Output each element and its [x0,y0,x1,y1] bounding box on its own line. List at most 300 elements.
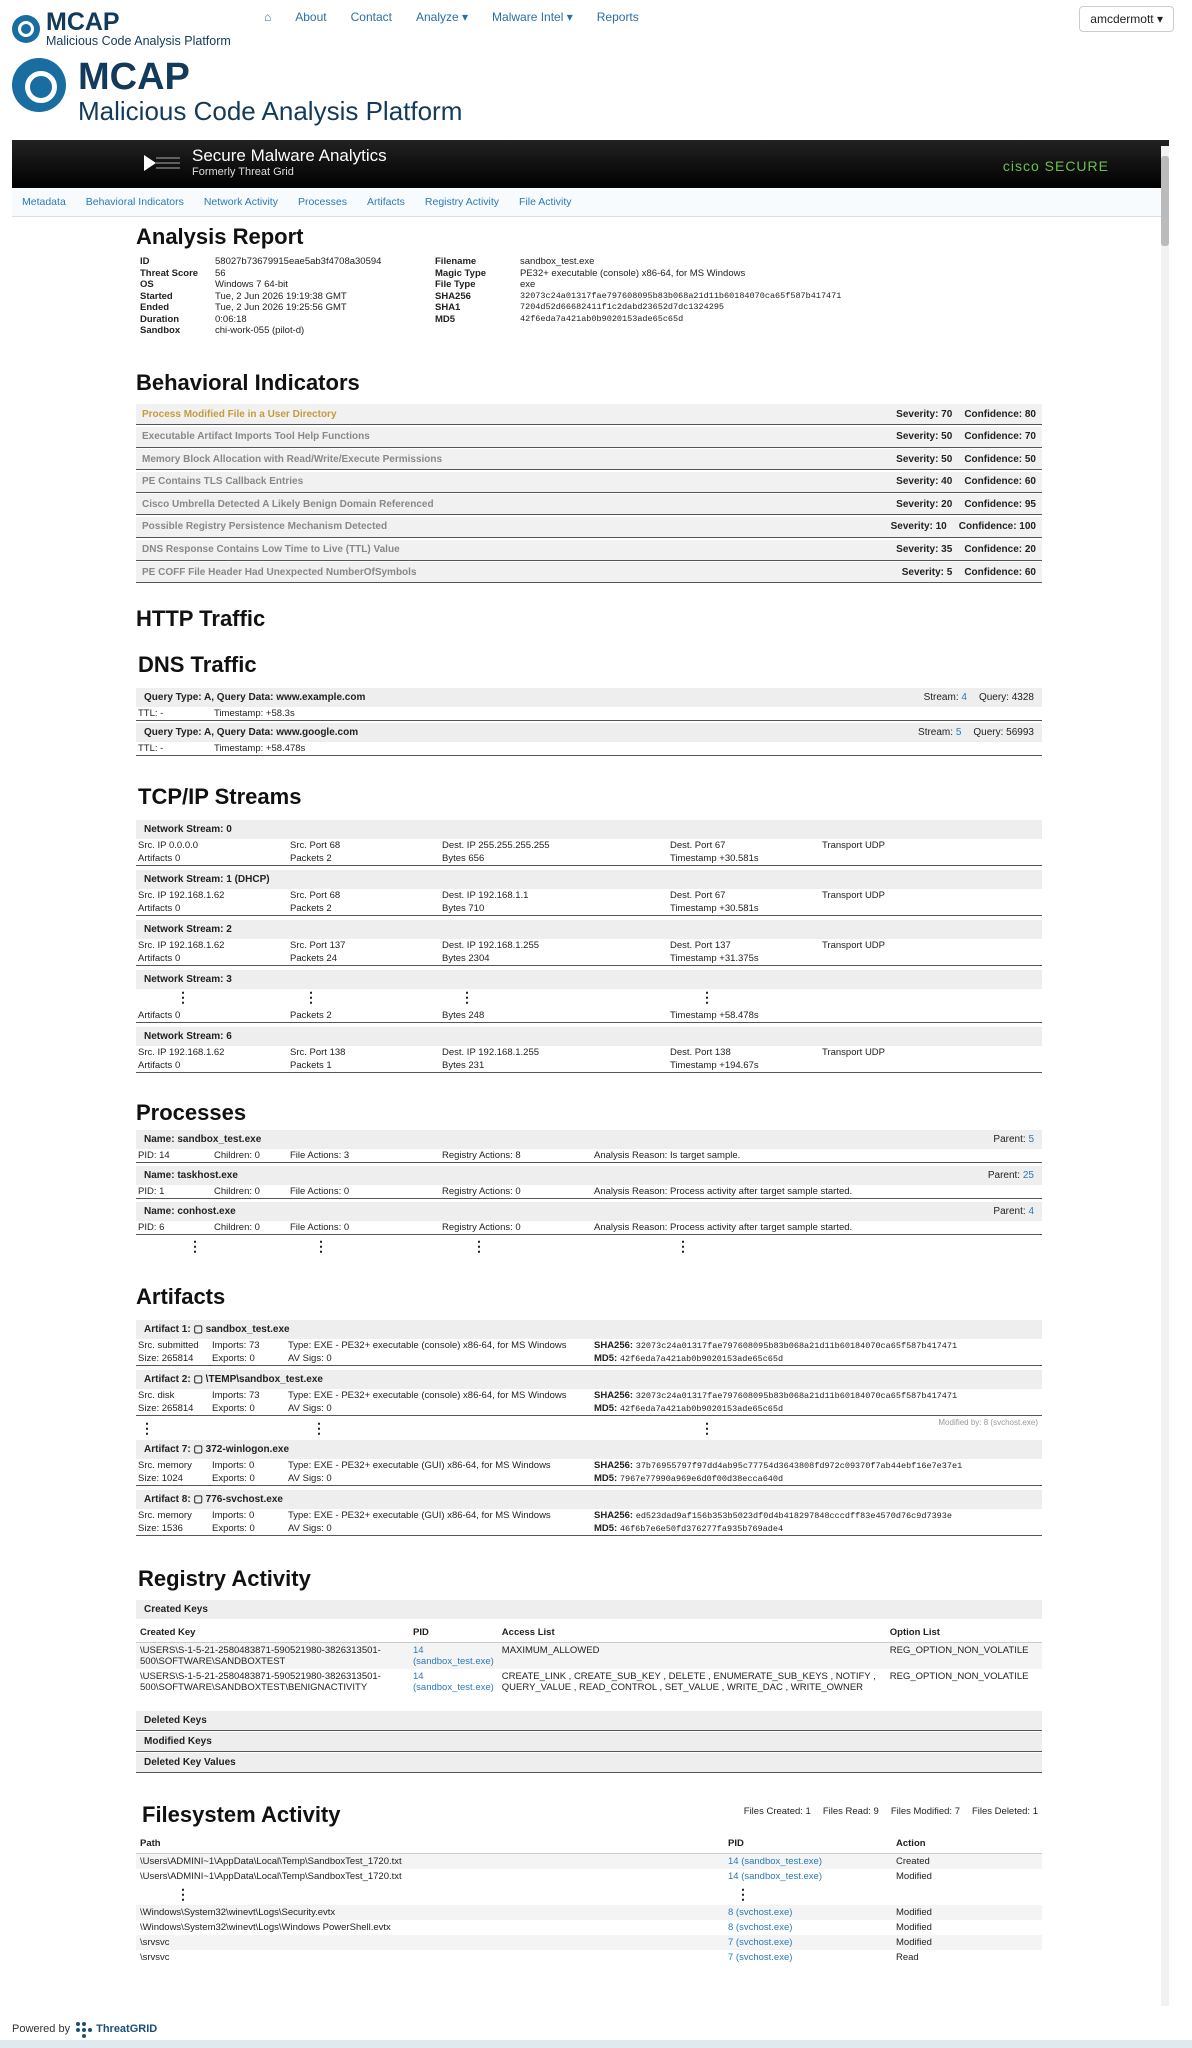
home-icon[interactable]: ⌂ [264,10,272,24]
stream-field: Dest. IP 192.168.1.255 [442,940,540,951]
artifact-list [136,1320,1042,1536]
deleted-values-header[interactable]: Deleted Key Values [136,1753,1042,1773]
http-title: HTTP Traffic [136,606,266,631]
artifact-header: Artifact 7: ▢ 372-winlogon.exe [136,1440,1042,1459]
meta-value: Tue, 2 Jun 2026 19:25:56 GMT [215,302,347,313]
tcp-title: TCP/IP Streams [138,784,302,809]
fs-pid[interactable]: 14 (sandbox_test.exe) [728,1871,823,1882]
modified-keys-header[interactable]: Modified Keys [136,1732,1042,1752]
stream-field: Artifacts 0 [138,1010,181,1021]
stream-field: Src. Port 138 [290,1047,346,1058]
artifacts-title: Artifacts [136,1284,226,1309]
artifact-row [136,1389,1042,1402]
artifact-hash: MD5: 42f6eda7a421ab0b9020153ade65c65d [594,1353,784,1364]
tcp-section [136,784,1042,1077]
stream-field: Src. Port 68 [290,890,341,901]
artifact-item[interactable] [136,1320,1042,1366]
artifact-hash: SHA256: 37b76955797f97dd4ab95c77754d3643808fd972c09370f7ab44ebf16e7e37e1 [594,1460,963,1471]
stream-row [136,852,1042,865]
meta-value: chi-work-055 (pilot-d) [215,325,305,336]
network-stream[interactable] [136,820,1042,866]
process-field: Analysis Reason: Process activity after target sample started. [594,1186,853,1197]
artifact-field: AV Sigs: 0 [288,1353,332,1364]
indicator-scores [884,454,1036,465]
fs-row[interactable] [136,1920,1042,1935]
process-field: PID: 1 [138,1186,165,1197]
meta-key: Started [140,290,173,302]
indicator-name: Memory Block Allocation with Read/Write/Execute Permissions [142,453,443,465]
scrollbar[interactable] [1161,146,1169,2006]
process-field: Registry Actions: 8 [442,1150,521,1161]
artifact-field: Src. memory [138,1460,192,1471]
meta-value: 32073c24a01317fae797608095b83b068a21d11b60184070ca65f587b417471 [520,290,842,301]
col-created-key: Created Key [136,1623,409,1643]
registry-key: \USERS\S-1-5-21-2580483871-590521980-3826313501-500\SOFTWARE\SANDBOXTEST [136,1643,409,1670]
stream-row [136,902,1042,915]
subnav-network[interactable]: Network Activity [203,196,278,208]
severity: Severity: 35 [896,544,953,556]
behavioral-indicator-row[interactable] [136,517,1042,538]
confidence: Confidence: 60 [964,476,1036,488]
indicator-name: PE Contains TLS Callback Entries [142,476,304,488]
behavioral-list [136,404,1042,583]
stream-field: Dest. Port 67 [670,840,726,851]
dns-details [136,707,1042,720]
registry-pid[interactable]: 14 (sandbox_test.exe) [413,1671,494,1693]
indicator-scores [884,409,1036,420]
network-stream-header: Network Stream: 2 [136,920,1042,939]
artifact-field: Exports: 0 [212,1353,255,1364]
behavioral-section [136,370,1042,585]
meta-value: sandbox_test.exe [520,256,595,267]
stream-field: Packets 2 [290,903,332,914]
dns-section [136,652,1042,758]
col-option-list: Option List [886,1623,1042,1643]
confidence: Confidence: 100 [958,521,1036,533]
registry-option: REG_OPTION_NON_VOLATILE [889,1671,1029,1682]
process-header [136,1130,1042,1149]
indicator-name: Possible Registry Persistence Mechanism Detected [142,521,388,533]
process-parent: Parent: 25 [987,1170,1034,1181]
stream-field: Src. IP 192.168.1.62 [138,1047,225,1058]
fs-action: Modified [896,1922,932,1933]
stream-row [136,1046,1042,1059]
dns-details [136,742,1042,755]
subnav-processes[interactable]: Processes [297,196,347,208]
process-field: Registry Actions: 0 [442,1186,521,1197]
user-menu-button[interactable]: amcdermott ▾ [1079,6,1174,32]
powered-by [12,2020,157,2038]
artifact-field: Src. submitted [138,1340,199,1351]
fs-row[interactable] [136,1854,1042,1870]
network-stream[interactable] [136,870,1042,916]
network-stream[interactable] [136,920,1042,966]
process-field: File Actions: 0 [290,1222,350,1233]
truncated-rows: ⋮ ⋮ ⋮ ⋮ [176,989,714,1005]
query-id: Query: 4328 [978,692,1034,703]
sma-logo-icon [142,152,182,174]
artifact-field: Size: 1536 [138,1523,183,1534]
artifact-header: Artifact 2: ▢ \TEMP\sandbox_test.exe [136,1370,1042,1389]
process-field: PID: 14 [138,1150,170,1161]
indicator-scores [884,499,1036,510]
stream-field: Src. Port 68 [290,840,341,851]
meta-key: Sandbox [140,325,181,336]
process-field: File Actions: 0 [290,1186,350,1197]
meta-value: 0:06:18 [215,313,247,325]
process-field: File Actions: 3 [290,1150,350,1161]
stream-field: Timestamp +58.478s [670,1010,759,1021]
meta-key: MD5 [435,313,456,325]
http-section [136,606,1042,632]
banner-subtitle: Formerly Threat Grid [192,166,294,178]
fs-stat: Files Read: 9 [822,1806,879,1817]
fs-stat: Files Modified: 7 [890,1806,960,1817]
filesystem-title: Filesystem Activity [142,1802,341,1827]
process-item[interactable] [136,1202,1042,1235]
dns-item[interactable] [136,723,1042,756]
process-list [136,1130,1042,1258]
behavioral-indicator-row[interactable] [136,427,1042,448]
nav-about[interactable]: About [295,10,327,24]
stream-label: Stream: [918,727,956,738]
behavioral-indicator-row[interactable] [136,562,1042,583]
meta-value: 56 [215,267,226,279]
powered-by-label: Powered by [12,2023,71,2035]
stream-field: Packets 2 [290,1010,332,1021]
processes-section [136,1100,1042,1258]
confidence: Confidence: 60 [964,566,1036,578]
stream-field: Src. IP 192.168.1.62 [138,890,225,901]
behavioral-indicator-row[interactable] [136,540,1042,561]
meta-value: Tue, 2 Jun 2026 19:19:38 GMT [215,290,347,302]
mcap-logo-large-icon [12,58,66,112]
fs-action: Modified [896,1871,932,1882]
dns-item[interactable] [136,688,1042,721]
registry-row[interactable] [136,1643,1042,1670]
filesystem-table [136,1834,1042,1965]
indicator-name: DNS Response Contains Low Time to Live (TTL) Value [142,544,400,556]
meta-key: File Type [435,279,476,290]
meta-value: 42f6eda7a421ab0b9020153ade65c65d [520,313,684,324]
process-details [136,1149,1042,1162]
process-field: Children: 0 [214,1186,260,1197]
truncated-processes: ⋮ ⋮ ⋮ ⋮ [188,1238,690,1254]
indicator-scores [879,521,1036,532]
behavioral-indicator-row[interactable] [136,404,1042,425]
artifact-field: Imports: 0 [212,1460,255,1471]
brand-large-long: Malicious Code Analysis Platform [78,96,463,126]
deleted-keys-header[interactable]: Deleted Keys [136,1711,1042,1731]
report-frame [12,140,1169,2020]
network-stream[interactable] [136,970,1042,1023]
analysis-report-section [136,224,1042,337]
ttl: TTL: - [138,708,164,719]
process-header [136,1166,1042,1185]
meta-key: SHA1 [435,302,461,313]
fs-row[interactable] [136,1950,1042,1965]
stream-field: Packets 24 [290,953,337,964]
confidence: Confidence: 80 [964,408,1036,420]
process-header [136,1202,1042,1221]
artifact-field: Imports: 0 [212,1510,255,1521]
subnav-file[interactable]: File Activity [519,196,572,208]
process-name: Name: sandbox_test.exe [144,1134,262,1145]
artifact-field: AV Sigs: 0 [288,1403,332,1414]
fs-path: \srvsvc [136,1935,724,1950]
stream-field: Transport UDP [822,1047,885,1058]
stream-field: Dest. IP 192.168.1.255 [442,1047,540,1058]
severity: Severity: 50 [896,431,953,443]
fs-pid[interactable]: 14 (sandbox_test.exe) [724,1854,892,1870]
parent-link[interactable]: 5 [1028,1134,1034,1145]
artifact-field: Type: EXE - PE32+ executable (console) x86-64, for MS Windows [288,1340,567,1351]
brand-short: MCAP [46,8,120,36]
registry-key: \USERS\S-1-5-21-2580483871-590521980-3826313501-500\SOFTWARE\SANDBOXTEST\BENIGNACTIVITY [140,1671,381,1693]
brand-large-short: MCAP [78,56,190,98]
fs-action: Modified [892,1905,1042,1920]
meta-key [435,325,520,337]
stream-field: Bytes 710 [442,903,485,914]
parent-link[interactable]: 4 [1028,1206,1034,1217]
stream-field: Bytes 231 [442,1060,485,1071]
fs-pid[interactable]: 7 (svchost.exe) [728,1952,793,1963]
dns-query-header [136,688,1042,707]
severity: Severity: 20 [896,498,953,510]
fs-action: Created [892,1854,1042,1870]
fs-path: \Windows\System32\winevt\Logs\Windows PowerShell.evtx [140,1922,391,1933]
meta-key: ID [140,256,150,267]
artifact-field: Type: EXE - PE32+ executable (GUI) x86-64, for MS Windows [288,1460,551,1471]
artifact-item[interactable] [136,1440,1042,1486]
artifact-hash: SHA256: 32073c24a01317fae797608095b83b068a21d11b60184070ca65f587b417471 [594,1340,958,1351]
fs-row[interactable] [136,1869,1042,1884]
artifact-item[interactable] [136,1370,1042,1416]
stream-row [136,1009,1042,1022]
indicator-name: Executable Artifact Imports Tool Help Functions [142,431,370,443]
stream-field: Timestamp +31.375s [670,953,759,964]
artifact-item[interactable] [136,1490,1042,1536]
col-access-list: Access List [498,1623,886,1643]
artifact-row [136,1509,1042,1522]
stream-field: Timestamp +194.67s [670,1060,759,1071]
stream-field: Src. IP 0.0.0.0 [138,840,199,851]
truncated-artifacts: ⋮ ⋮ ⋮ Modified by: 8 (svchost.exe) [140,1418,1038,1436]
network-stream-header: Network Stream: 0 [136,820,1042,839]
mcap-logo-large [12,58,462,127]
process-item[interactable] [136,1130,1042,1163]
fs-stat: Files Deleted: 1 [971,1806,1038,1817]
subnav-metadata[interactable]: Metadata [22,196,66,208]
fs-path: \Users\ADMINI~1\AppData\Local\Temp\SandboxTest_1720.txt [140,1871,402,1882]
process-details [136,1221,1042,1234]
stream-link[interactable]: 4 [961,692,967,703]
meta-key: OS [140,279,154,290]
artifact-field: Src. disk [138,1390,175,1401]
brand-long: Malicious Code Analysis Platform [46,34,231,48]
subnav-registry[interactable]: Registry Activity [424,196,500,208]
registry-access: CREATE_LINK , CREATE_SUB_KEY , DELETE , ENUMERATE_SUB_KEYS , NOTIFY , QUERY_VALUE , READ_CONTROL , SET_VALUE , WRITE_DAC , WRITE_OWNER [501,1671,876,1693]
stream-field: Transport UDP [822,890,885,901]
confidence: Confidence: 70 [964,431,1036,443]
meta-value: 7204d52d66682411f1c2dabd23652d7dc1324295 [520,302,725,312]
stream-field: Packets 2 [290,853,332,864]
meta-key: Duration [140,313,180,325]
filesystem-stats [732,1806,1038,1817]
confidence: Confidence: 95 [964,498,1036,510]
artifact-field: AV Sigs: 0 [288,1473,332,1484]
nav-contact[interactable]: Contact [350,10,392,24]
artifact-field: Size: 265814 [138,1403,194,1414]
nav-reports[interactable]: Reports [596,10,639,24]
stream-row [136,952,1042,965]
severity: Severity: 10 [890,521,947,533]
created-keys-header: Created Keys [136,1600,1042,1619]
cut-off-text: Modified by: 8 (svchost.exe) [938,1418,1038,1427]
indicator-scores [884,544,1036,555]
fs-row[interactable] [136,1905,1042,1920]
query-id: Query: 56993 [973,727,1034,738]
network-stream-header: Network Stream: 6 [136,1027,1042,1046]
indicator-name: Process Modified File in a User Directory [142,408,337,420]
artifact-field: Src. memory [138,1510,192,1521]
artifact-field: Imports: 73 [212,1340,260,1351]
dns-title: DNS Traffic [138,652,257,677]
stream-row [136,839,1042,852]
artifact-header: Artifact 8: ▢ 776-svchost.exe [136,1490,1042,1509]
nav-malware-intel[interactable]: Malware Intel ▾ [492,10,573,24]
artifact-row [136,1472,1042,1485]
mcap-logo-small[interactable] [12,10,231,48]
fs-stat: Files Created: 1 [743,1806,811,1817]
fs-col-pid: PID [724,1834,892,1854]
col-pid: PID [409,1623,498,1643]
stream-field: Dest. Port 137 [670,940,731,951]
registry-row[interactable] [136,1669,1042,1695]
threatgrid-logo-icon [74,2020,92,2038]
scrollbar-thumb[interactable] [1161,156,1169,246]
stream-field: Transport UDP [822,840,885,851]
ttl: TTL: - [138,743,164,754]
fs-pid[interactable]: 8 (svchost.exe) [728,1922,793,1933]
stream-field: Artifacts 0 [138,953,181,964]
processes-title: Processes [136,1100,247,1125]
artifact-hash: MD5: 42f6eda7a421ab0b9020153ade65c65d [594,1403,784,1414]
parent-link[interactable]: 25 [1022,1170,1034,1181]
confidence: Confidence: 50 [964,453,1036,465]
stream-field: Artifacts 0 [138,1060,181,1071]
network-stream-header: Network Stream: 3 [136,970,1042,989]
created-keys-table [136,1623,1042,1695]
artifact-hash: MD5: 46f6b7e6e50fd376277fa935b769ade4 [594,1523,784,1534]
meta-key: Ended [140,302,170,313]
fs-path: \srvsvc [140,1952,170,1963]
severity: Severity: 70 [896,408,953,420]
process-item[interactable] [136,1166,1042,1199]
meta-key: SHA256 [435,290,471,302]
fs-action: Modified [892,1935,1042,1950]
indicator-scores [890,567,1036,578]
process-parent: Parent: 5 [993,1134,1034,1145]
analysis-report-title: Analysis Report [136,224,304,249]
artifact-field: Size: 1024 [138,1473,183,1484]
timestamp: Timestamp: +58.478s [214,743,306,754]
timestamp: Timestamp: +58.3s [214,708,295,719]
registry-pid[interactable]: 14 (sandbox_test.exe) [409,1643,498,1670]
behavioral-title: Behavioral Indicators [136,370,360,395]
stream-label: Stream: [923,692,962,703]
stream-field: Artifacts 0 [138,903,181,914]
subnav-artifacts[interactable]: Artifacts [366,196,405,208]
artifact-field: Imports: 73 [212,1390,260,1401]
meta-value: 58027b73679915eae5ab3f4708a30594 [215,256,382,267]
fs-pid[interactable]: 8 (svchost.exe) [724,1905,892,1920]
meta-key: Magic Type [435,267,487,279]
fs-action: Read [896,1952,919,1963]
registry-access: MAXIMUM_ALLOWED [498,1643,886,1670]
fs-pid[interactable]: 7 (svchost.exe) [724,1935,892,1950]
artifact-row [136,1522,1042,1535]
artifact-hash: MD5: 7967e77990a969e6d0f00d38ecca640d [594,1473,784,1484]
registry-option: REG_OPTION_NON_VOLATILE [886,1643,1042,1670]
nav-analyze[interactable]: Analyze ▾ [415,10,469,24]
tcp-list [136,820,1042,1073]
meta-value: Windows 7 64-bit [215,279,288,290]
dns-stream-info [924,692,1034,703]
artifact-field: Exports: 0 [212,1523,255,1534]
artifact-hash: SHA256: 32073c24a01317fae797608095b83b068a21d11b60184070ca65f587b417471 [594,1390,958,1401]
process-field: Analysis Reason: Is target sample. [594,1150,741,1161]
stream-field: Src. IP 192.168.1.62 [138,940,225,951]
stream-field: Packets 1 [290,1060,332,1071]
stream-link[interactable]: 5 [955,727,962,738]
meta-value: PE32+ executable (console) x86-64, for MS Windows [520,267,746,279]
registry-title: Registry Activity [138,1566,311,1591]
threatgrid-logo-text: ThreatGRID [96,2023,158,2035]
fs-col-action: Action [892,1834,1042,1854]
network-stream[interactable] [136,1027,1042,1073]
subnav-behavioral[interactable]: Behavioral Indicators [85,196,184,208]
severity: Severity: 40 [896,476,953,488]
behavioral-indicator-row[interactable] [136,472,1042,493]
indicator-scores [884,431,1036,442]
behavioral-indicator-row[interactable] [136,494,1042,515]
fs-col-path: Path [136,1834,724,1854]
stream-field: Dest. IP 255.255.255.255 [442,840,550,851]
stream-field: Dest. Port 138 [670,1047,731,1058]
bottom-bar [0,2040,1192,2048]
indicator-scores [884,476,1036,487]
process-field: Registry Actions: 0 [442,1222,521,1233]
artifact-field: Type: EXE - PE32+ executable (console) x86-64, for MS Windows [288,1390,567,1401]
banner-title: Secure Malware Analytics [192,146,387,165]
behavioral-indicator-row[interactable] [136,449,1042,470]
artifact-field: Exports: 0 [212,1403,255,1414]
stream-field: Bytes 248 [442,1010,485,1021]
stream-row [136,939,1042,952]
dns-list [136,688,1042,756]
mcap-logo-icon [12,15,40,43]
meta-key: Threat Score [140,267,199,279]
fs-row[interactable] [136,1935,1042,1950]
stream-field: Timestamp +30.581s [670,853,759,864]
filesystem-section [136,1802,1042,1965]
stream-field: Bytes 2304 [442,953,490,964]
stream-row [136,889,1042,902]
artifact-field: Exports: 0 [212,1473,255,1484]
stream-field: Src. Port 137 [290,940,346,951]
severity: Severity: 50 [896,453,953,465]
